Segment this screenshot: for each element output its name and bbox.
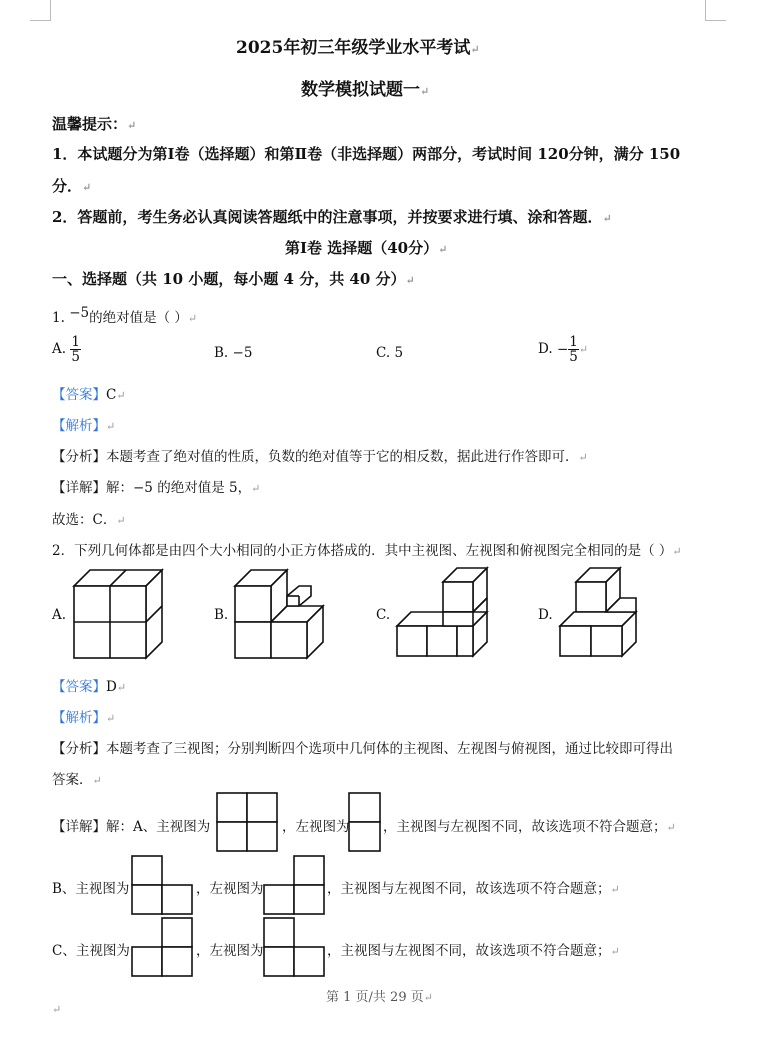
crop-mark-top-left <box>30 0 51 21</box>
q2-label-a: A. <box>52 607 67 623</box>
solid-figure-d <box>558 565 658 663</box>
q2-detail-b-post: ，主视图与左视图不同，故该选项不符合题意；↵ <box>327 881 620 897</box>
q2-fenxi: 【分析】本题考查了三视图；分别判断四个选项中几何体的主视图、左视图与俯视图，通过比较即可得出 <box>52 741 673 757</box>
q1-answer: 【答案】C↵ <box>52 387 126 403</box>
q1-xiangjie: 【详解】解：−5 的绝对值是 5，↵ <box>52 480 261 496</box>
section-heading: 一、选择题（共 10 小题，每小题 4 分，共 40 分）↵ <box>52 270 415 288</box>
volume-title: 第Ⅰ卷 选择题（40分）↵ <box>285 239 448 257</box>
q1-fenxi: 【分析】本题考查了绝对值的性质，负数的绝对值等于它的相反数，据此进行作答即可．↵ <box>52 449 588 465</box>
q2-analysis-tag: 【解析】↵ <box>52 710 116 726</box>
view-a-main <box>216 792 278 852</box>
view-c-main <box>131 917 193 977</box>
option-c: C. 5 <box>376 345 404 361</box>
q1-choice: 故选：C．↵ <box>52 512 126 528</box>
option-a: A. $\frac{1}{5}$ <box>52 334 80 366</box>
q2-answer: 【答案】D↵ <box>52 679 127 695</box>
tips-item-1-cont: 分．↵ <box>52 177 92 195</box>
page-footer: 第 1 页/共 29 页↵ <box>326 990 433 1005</box>
solid-figure-b <box>233 568 328 663</box>
tips-heading: 温馨提示：↵ <box>52 115 137 133</box>
q2-detail-a-mid: ，左视图为 <box>282 819 350 835</box>
question-2-stem: 2．下列几何体都是由四个大小相同的小正方体搭成的．其中主视图、左视图和俯视图完全相同的是（ ）↵ <box>52 543 682 559</box>
q2-fenxi-cont: 答案．↵ <box>52 772 102 788</box>
view-b-left <box>263 855 325 915</box>
q2-detail-c-mid: ，左视图为 <box>196 943 264 959</box>
tips-item-1: 1．本试题分为第Ⅰ卷（选择题）和第Ⅱ卷（非选择题）两部分，考试时间 120分钟，满分 150 <box>52 145 681 163</box>
fraction-neg-one-fifth: $\frac{1}{5}$ <box>569 334 578 366</box>
q2-detail-a-post: ，主视图与左视图不同，故该选项不符合题意；↵ <box>383 819 676 835</box>
q2-label-c: C. <box>376 607 391 623</box>
end-paragraph-mark: ↵ <box>52 1003 62 1016</box>
q1-analysis-tag: 【解析】↵ <box>52 418 116 434</box>
tips-item-2: 2．答题前，考生务必认真阅读答题纸中的注意事项，并按要求进行填、涂和答题．↵ <box>52 208 612 226</box>
crop-mark-top-right <box>705 0 726 21</box>
q2-label-d: D. <box>538 607 553 623</box>
q2-detail-c-pre: C、主视图为 <box>52 943 130 959</box>
fraction-one-fifth: $\frac{1}{5}$ <box>71 334 80 366</box>
q2-detail-b-pre: B、主视图为 <box>52 881 130 897</box>
view-c-left <box>263 917 325 977</box>
solid-figure-a <box>72 568 167 663</box>
exam-title: 2025年初三年级学业水平考试↵ <box>236 38 480 58</box>
exam-subtitle: 数学模拟试题一↵ <box>301 80 430 100</box>
q2-detail-a-pre: 【详解】解：A、主视图为 <box>52 819 211 835</box>
option-d: D. − $\frac{1}{5}$ ↵ <box>538 334 589 366</box>
question-1-stem: 1. −5的绝对值是（ ）↵ <box>52 305 198 326</box>
q2-label-b: B. <box>214 607 229 623</box>
solid-figure-c <box>395 565 495 663</box>
q2-detail-b-mid: ，左视图为 <box>196 881 264 897</box>
q2-detail-c-post: ，主视图与左视图不同，故该选项不符合题意；↵ <box>327 943 620 959</box>
view-b-main <box>131 855 193 915</box>
view-a-left <box>348 792 381 852</box>
option-b: B. −5 <box>214 345 253 361</box>
